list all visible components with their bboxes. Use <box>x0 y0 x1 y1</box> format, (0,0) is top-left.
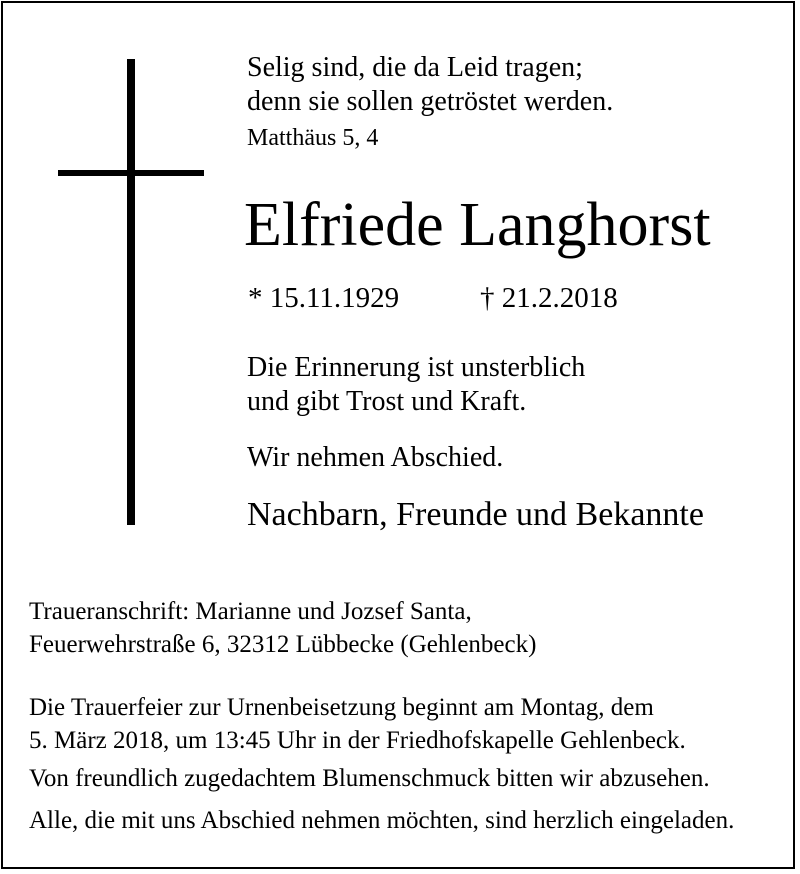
mourners-signature: Nachbarn, Freunde und Bekannte <box>247 496 704 533</box>
cross-vertical-bar <box>127 59 135 525</box>
memory-line-2: und gibt Trost und Kraft. <box>247 386 527 417</box>
birth-date: * 15.11.1929 <box>248 282 400 314</box>
bible-verse-reference: Matthäus 5, 4 <box>247 125 379 151</box>
death-date: † 21.2.2018 <box>480 282 618 314</box>
cross-horizontal-bar <box>58 170 204 176</box>
mourning-address-line-1: Traueranschrift: Marianne und Jozsef Santa, <box>29 598 472 625</box>
mourning-address-line-2: Feuerwehrstraße 6, 32312 Lübbecke (Gehlenbeck) <box>29 631 537 658</box>
service-info-line-1: Die Trauerfeier zur Urnenbeisetzung beginnt am Montag, dem <box>29 694 654 721</box>
farewell-text: Wir nehmen Abschied. <box>247 442 504 473</box>
service-info-line-2: 5. März 2018, um 13:45 Uhr in der Friedhofskapelle Gehlenbeck. <box>29 727 686 754</box>
invitation-text: Alle, die mit uns Abschied nehmen möchten, sind herzlich eingeladen. <box>29 807 735 834</box>
deceased-name: Elfriede Langhorst <box>244 191 711 259</box>
flowers-note: Von freundlich zugedachtem Blumenschmuck bitten wir abzusehen. <box>29 765 710 792</box>
memory-line-1: Die Erinnerung ist unsterblich <box>247 352 586 383</box>
bible-verse-line-2: denn sie sollen getröstet werden. <box>247 86 614 117</box>
bible-verse-line-1: Selig sind, die da Leid tragen; <box>247 52 583 83</box>
